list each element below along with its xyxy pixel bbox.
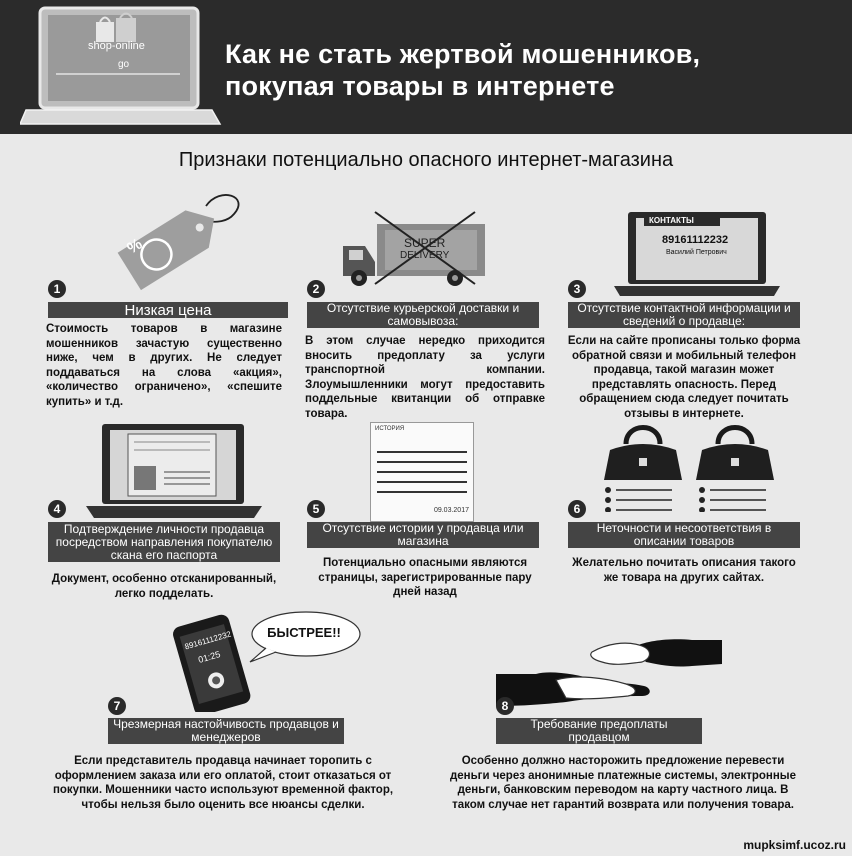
item-7-number: 7	[108, 697, 126, 715]
truck-text-2: DELIVERY	[400, 250, 450, 261]
item-8-number: 8	[496, 697, 514, 715]
item-1-number: 1	[48, 280, 66, 298]
laptop-icon	[20, 6, 225, 134]
passport-photo	[134, 466, 156, 490]
item-5-label: Отсутствие истории у продавца или магазина	[307, 522, 539, 548]
item-7-label: Чрезмерная настойчивость продавцов и менеджеров	[108, 718, 344, 744]
hands-money-icon	[496, 624, 726, 716]
item-5-number: 5	[307, 500, 325, 518]
blank-history-paper	[370, 422, 474, 522]
item-2-number: 2	[307, 280, 325, 298]
item-4-number: 4	[48, 500, 66, 518]
item-6-label: Неточности и несоответствия в описании товаров	[568, 522, 800, 548]
laptop-screen-text: shop-online	[88, 40, 145, 52]
truck-text-1: SUPER	[404, 236, 446, 250]
header-banner	[0, 0, 852, 134]
section-subtitle: Признаки потенциально опасного интернет-магазина	[178, 149, 674, 171]
item-1-label: Низкая цена	[48, 302, 288, 318]
phone-screen-number: 89161112232	[183, 629, 233, 652]
contacts-phone: 89161112232	[662, 234, 729, 246]
item-7-description: Если представитель продавца начинает торопить с оформлением заказа или его оплатой, стоит отказаться от покупки. Мошенники часто используют временной фактор, чтобы нельзя было оценить все нюансы сделки.	[52, 755, 394, 811]
item-6-number: 6	[568, 500, 586, 518]
item-3-number: 3	[568, 280, 586, 298]
handbags-icon	[596, 416, 782, 512]
laptop-passport-icon	[86, 422, 266, 518]
price-tag-percent: %	[124, 235, 146, 258]
item-3-label: Отсутствие контактной информации и сведений о продавце:	[568, 302, 800, 328]
contacts-header: КОНТАКТЫ	[649, 216, 694, 225]
speech-bubble-text: БЫСТРЕЕ!!	[267, 625, 341, 640]
contacts-name: Василий Петрович	[666, 249, 727, 256]
item-6-description: Желательно почитать описания такого же товара на других сайтах.	[572, 557, 796, 584]
item-4-label: Подтверждение личности продавца посредством направления покупателю скана его паспорта	[48, 522, 280, 562]
phone-screen-time: 01:25	[197, 649, 222, 665]
handbag-left-icon	[604, 428, 682, 481]
item-3-description: Если на сайте прописаны только форма обратной связи и мобильный телефон продавца, такой магазин может представлять опасность. Перед обращением сюда следует почитать отзывы в интернете.	[567, 335, 801, 420]
item-5-description: Потенциально опасными являются страницы, зарегистрированные пару дней назад	[318, 557, 532, 598]
item-8-description: Особенно должно насторожить предложение перевести деньги через анонимные платежные системы, электронные деньги, банковским переводом на карту частного лица. В таком случае нет гарантий возврата или получения товара.	[449, 755, 797, 811]
item-1-description: Стоимость товаров в магазине мошенников зачастую существенно ниже, чем в других. Не следует поддаваться на слова «акция», «количество ограничено», «спешите купить» и т.д.	[46, 323, 282, 408]
laptop-screen-go: go	[118, 59, 130, 70]
handbag-right-icon	[696, 428, 774, 481]
item-2-label: Отсутствие курьерской доставки и самовывоза:	[307, 302, 539, 328]
title-line-1: Как не стать жертвой мошенников,	[225, 39, 701, 69]
page-title	[225, 38, 700, 102]
site-url: mupksimf.ucoz.ru	[743, 838, 846, 852]
title-line-2: покупая товары в интернете	[225, 71, 615, 101]
paper-date: 09.03.2017	[433, 507, 469, 514]
item-8-label: Требование предоплаты продавцом	[496, 718, 702, 744]
item-2-description: В этом случае нередко приходится вносить предоплату за услуги транспортной компании. Злоумышленники могут предоставить поддельные квитанции об отправке товара.	[305, 335, 545, 420]
paper-title: ИСТОРИЯ	[375, 426, 405, 432]
item-4-description: Документ, особенно отсканированный, легко подделать.	[51, 573, 277, 600]
